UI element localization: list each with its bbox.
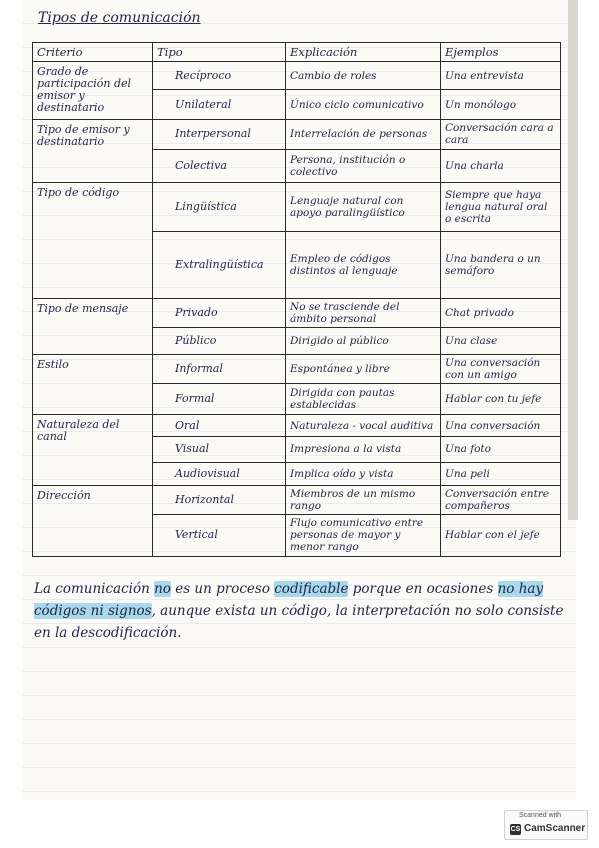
paragraph-text: es un proceso xyxy=(170,581,275,597)
highlighted-text: no hay códigos ni signos xyxy=(34,581,544,619)
criterion-cell: Grado de participación del emisor y destinatario xyxy=(33,62,153,120)
table-body xyxy=(33,62,561,557)
ejemplo-cell: Una charla xyxy=(441,149,561,183)
ejemplo-cell: Una conversación xyxy=(441,415,561,437)
ejemplo-cell: Una conversación con un amigo xyxy=(441,354,561,383)
header-tipo: Tipo xyxy=(153,43,286,62)
explicacion-cell: Flujo comunicativo entre personas de mayor y menor rango xyxy=(286,514,441,556)
explicacion-cell: Naturaleza - vocal auditiva xyxy=(286,415,441,437)
tipo-cell: Público xyxy=(153,327,286,354)
paragraph-text: La comunicación xyxy=(34,581,155,597)
criterion-cell: Tipo de código xyxy=(33,183,153,299)
ejemplo-cell: Siempre que haya lengua natural oral o escrita xyxy=(441,183,561,232)
ejemplo-cell: Una foto xyxy=(441,436,561,462)
ejemplo-cell: Una bandera o un semáforo xyxy=(441,231,561,298)
highlighted-text: no xyxy=(154,581,171,597)
header-ejemplos: Ejemplos xyxy=(441,43,561,62)
tipo-cell: Audiovisual xyxy=(153,462,286,485)
explicacion-cell: Lenguaje natural con apoyo paralingüístico xyxy=(286,183,441,232)
conclusion-paragraph xyxy=(34,578,574,644)
table-row xyxy=(33,120,561,149)
ejemplo-cell: Un monólogo xyxy=(441,90,561,120)
explicacion-cell: Interrelación de personas xyxy=(286,120,441,149)
tipo-cell: Visual xyxy=(153,436,286,462)
criterion-cell: Tipo de mensaje xyxy=(33,298,153,354)
watermark-brand: CamScanner xyxy=(524,823,586,834)
watermark-caption: Scanned with xyxy=(519,812,562,819)
table-row xyxy=(33,354,561,383)
explicacion-cell: No se trasciende del ámbito personal xyxy=(286,298,441,327)
tipo-cell: Oral xyxy=(153,415,286,437)
criterion-cell: Dirección xyxy=(33,485,153,556)
explicacion-cell: Espontánea y libre xyxy=(286,354,441,383)
tipo-cell: Formal xyxy=(153,384,286,415)
explicacion-cell: Único ciclo comunicativo xyxy=(286,90,441,120)
table-row xyxy=(33,485,561,514)
header-explicacion: Explicación xyxy=(286,43,441,62)
tipo-cell: Vertical xyxy=(153,514,286,556)
communication-types-table xyxy=(32,42,561,557)
table-row xyxy=(33,298,561,327)
tipo-cell: Lingüística xyxy=(153,183,286,232)
page-edge xyxy=(568,0,578,520)
criterion-cell: Tipo de emisor y destinatario xyxy=(33,120,153,183)
tipo-cell: Colectiva xyxy=(153,149,286,183)
header-criterio: Criterio xyxy=(33,43,153,62)
camscanner-watermark xyxy=(504,810,588,840)
criterion-cell: Naturaleza del canal xyxy=(33,415,153,485)
camscanner-icon: CS xyxy=(510,826,521,833)
table-row xyxy=(33,62,561,90)
explicacion-cell: Impresiona a la vista xyxy=(286,436,441,462)
page-title: Tipos de comunicación xyxy=(38,10,201,26)
highlighted-text: codificable xyxy=(274,581,349,597)
explicacion-cell: Cambio de roles xyxy=(286,62,441,90)
explicacion-cell: Implica oído y vista xyxy=(286,462,441,485)
ejemplo-cell: Hablar con tu jefe xyxy=(441,384,561,415)
ejemplo-cell: Una clase xyxy=(441,327,561,354)
explicacion-cell: Empleo de códigos distintos al lenguaje xyxy=(286,231,441,298)
ejemplo-cell: Hablar con el jefe xyxy=(441,514,561,556)
tipo-cell: Unilateral xyxy=(153,90,286,120)
explicacion-cell: Dirigida con pautas establecidas xyxy=(286,384,441,415)
explicacion-cell: Dirigido al público xyxy=(286,327,441,354)
tipo-cell: Recíproco xyxy=(153,62,286,90)
tipo-cell: Extralingüística xyxy=(153,231,286,298)
ejemplo-cell: Una entrevista xyxy=(441,62,561,90)
tipo-cell: Privado xyxy=(153,298,286,327)
tipo-cell: Interpersonal xyxy=(153,120,286,149)
table-row xyxy=(33,415,561,437)
tipo-cell: Horizontal xyxy=(153,485,286,514)
explicacion-cell: Persona, institución o colectivo xyxy=(286,149,441,183)
ejemplo-cell: Chat privado xyxy=(441,298,561,327)
table-header-row xyxy=(33,43,561,62)
ejemplo-cell: Conversación cara a cara xyxy=(441,120,561,149)
paragraph-text: porque en ocasiones xyxy=(348,581,498,597)
ejemplo-cell: Una peli xyxy=(441,462,561,485)
tipo-cell: Informal xyxy=(153,354,286,383)
paragraph-text: , aunque exista un código, la interpretación no solo consiste en la descodificación. xyxy=(34,603,564,641)
criterion-cell: Estilo xyxy=(33,354,153,415)
table-row xyxy=(33,183,561,232)
explicacion-cell: Miembros de un mismo rango xyxy=(286,485,441,514)
ejemplo-cell: Conversación entre compañeros xyxy=(441,485,561,514)
